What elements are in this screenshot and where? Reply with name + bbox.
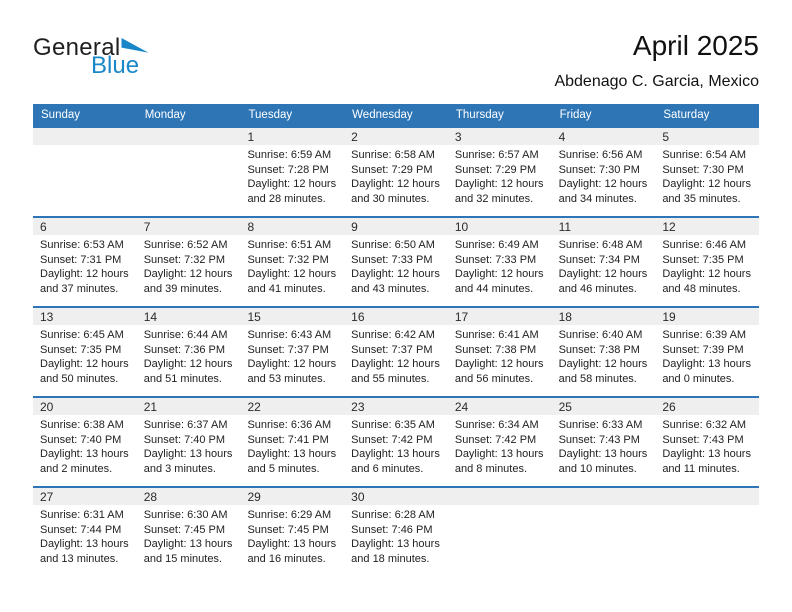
calendar-grid [33, 126, 759, 576]
day-sunrise: Sunrise: 6:38 AM [40, 419, 124, 431]
day-details [448, 505, 552, 508]
day-details [655, 145, 759, 206]
day-details [655, 415, 759, 476]
day-daylight-line1: Daylight: 12 hours [454, 268, 544, 281]
day-sunset: Sunset: 7:46 PM [351, 523, 433, 536]
day-cell [344, 218, 448, 306]
day-daylight-line1: Daylight: 12 hours [247, 268, 337, 281]
day-daylight-line1: Daylight: 13 hours [247, 448, 337, 461]
day-sunrise: Sunrise: 6:43 AM [247, 329, 332, 341]
day-sunrise: Sunrise: 6:39 AM [662, 329, 747, 341]
day-cell [33, 488, 137, 576]
day-number: 25 [552, 398, 656, 415]
day-sunset: Sunset: 7:29 PM [454, 163, 537, 176]
day-daylight-line1: Daylight: 12 hours [662, 178, 751, 191]
day-daylight-line2: and 2 minutes. [40, 462, 113, 475]
day-daylight-line2: and 50 minutes. [40, 372, 119, 385]
day-number: 26 [655, 398, 759, 415]
day-details [344, 505, 448, 566]
day-daylight-line2: and 58 minutes. [558, 372, 637, 385]
day-details [448, 325, 552, 386]
day-daylight-line1: Daylight: 13 hours [662, 358, 751, 371]
day-cell [344, 488, 448, 576]
day-sunrise: Sunrise: 6:50 AM [351, 239, 435, 251]
day-daylight-line2: and 39 minutes. [143, 282, 222, 295]
day-sunrise: Sunrise: 6:57 AM [454, 149, 539, 161]
day-cell [137, 218, 241, 306]
day-details [448, 235, 552, 296]
day-daylight-line2: and 8 minutes. [454, 462, 528, 475]
day-cell [137, 488, 241, 576]
day-sunset: Sunset: 7:34 PM [558, 253, 640, 266]
day-number: 4 [552, 128, 656, 145]
day-details [655, 505, 759, 508]
day-cell [344, 128, 448, 216]
day-number [137, 128, 241, 145]
day-number: 21 [137, 398, 241, 415]
day-number: 11 [552, 218, 656, 235]
day-daylight-line1: Daylight: 13 hours [40, 538, 129, 551]
day-cell-empty [137, 128, 241, 216]
day-cell [137, 308, 241, 396]
day-cell [448, 308, 552, 396]
day-number: 28 [137, 488, 241, 505]
day-number: 6 [33, 218, 137, 235]
day-daylight-line2: and 15 minutes. [143, 552, 222, 565]
day-sunrise: Sunrise: 6:31 AM [40, 509, 124, 521]
day-daylight-line2: and 32 minutes. [454, 192, 534, 205]
day-cell [655, 308, 759, 396]
day-sunset: Sunset: 7:33 PM [454, 253, 537, 266]
day-daylight-line1: Daylight: 13 hours [143, 448, 233, 461]
day-sunrise: Sunrise: 6:29 AM [247, 509, 332, 521]
day-sunset: Sunset: 7:36 PM [143, 343, 226, 356]
day-cell [552, 218, 656, 306]
day-details [33, 415, 137, 476]
day-number: 8 [240, 218, 344, 235]
day-sunset: Sunset: 7:45 PM [247, 523, 329, 536]
day-daylight-line2: and 56 minutes. [454, 372, 534, 385]
day-sunrise: Sunrise: 6:41 AM [454, 329, 539, 341]
day-daylight-line2: and 48 minutes. [662, 282, 741, 295]
day-cell [552, 308, 656, 396]
location-subtitle: Abdenago C. Garcia, Mexico [554, 73, 759, 90]
day-daylight-line2: and 53 minutes. [247, 372, 326, 385]
day-daylight-line1: Daylight: 13 hours [143, 538, 233, 551]
day-daylight-line2: and 16 minutes. [247, 552, 326, 565]
day-cell [240, 218, 344, 306]
week-row [33, 126, 759, 216]
day-cell [655, 128, 759, 216]
day-daylight-line1: Daylight: 12 hours [454, 178, 544, 191]
day-details [552, 415, 656, 476]
day-daylight-line2: and 51 minutes. [143, 372, 222, 385]
day-sunrise: Sunrise: 6:42 AM [351, 329, 435, 341]
day-sunset: Sunset: 7:30 PM [558, 163, 640, 176]
day-sunset: Sunset: 7:43 PM [662, 433, 744, 446]
day-sunrise: Sunrise: 6:58 AM [351, 149, 435, 161]
day-number [448, 488, 552, 505]
day-daylight-line1: Daylight: 12 hours [40, 268, 129, 281]
day-number: 12 [655, 218, 759, 235]
day-sunrise: Sunrise: 6:44 AM [143, 329, 228, 341]
day-number [552, 488, 656, 505]
day-number: 27 [33, 488, 137, 505]
day-sunset: Sunset: 7:41 PM [247, 433, 329, 446]
weekday-header-cell: Thursday [455, 109, 504, 121]
day-number: 22 [240, 398, 344, 415]
day-sunset: Sunset: 7:39 PM [662, 343, 744, 356]
day-details [240, 325, 344, 386]
day-number: 7 [137, 218, 241, 235]
day-daylight-line1: Daylight: 12 hours [558, 358, 648, 371]
day-cell [655, 398, 759, 486]
day-daylight-line2: and 6 minutes. [351, 462, 424, 475]
day-daylight-line2: and 41 minutes. [247, 282, 326, 295]
day-sunset: Sunset: 7:40 PM [143, 433, 226, 446]
day-daylight-line2: and 10 minutes. [558, 462, 637, 475]
day-details [137, 415, 241, 476]
day-number: 19 [655, 308, 759, 325]
day-sunset: Sunset: 7:32 PM [247, 253, 329, 266]
day-sunrise: Sunrise: 6:33 AM [558, 419, 643, 431]
day-number [655, 488, 759, 505]
day-sunrise: Sunrise: 6:56 AM [558, 149, 643, 161]
day-details [344, 415, 448, 476]
weekday-header-cell: Monday [144, 109, 186, 121]
day-details [552, 145, 656, 206]
general-blue-logo [33, 36, 148, 78]
day-sunrise: Sunrise: 6:46 AM [662, 239, 747, 251]
day-sunrise: Sunrise: 6:37 AM [143, 419, 228, 431]
day-cell-empty [655, 488, 759, 576]
day-number: 30 [344, 488, 448, 505]
day-number: 20 [33, 398, 137, 415]
header-titles [554, 30, 759, 91]
day-cell [240, 308, 344, 396]
day-sunset: Sunset: 7:37 PM [351, 343, 433, 356]
day-number: 9 [344, 218, 448, 235]
day-sunrise: Sunrise: 6:45 AM [40, 329, 124, 341]
week-row [33, 306, 759, 396]
day-daylight-line1: Daylight: 13 hours [558, 448, 648, 461]
day-cell-empty [552, 488, 656, 576]
day-sunset: Sunset: 7:31 PM [40, 253, 122, 266]
day-sunrise: Sunrise: 6:35 AM [351, 419, 435, 431]
day-sunset: Sunset: 7:38 PM [558, 343, 640, 356]
day-cell [33, 398, 137, 486]
day-daylight-line1: Daylight: 13 hours [351, 448, 440, 461]
day-details [344, 145, 448, 206]
day-daylight-line1: Daylight: 13 hours [454, 448, 544, 461]
day-number: 18 [552, 308, 656, 325]
logo-general-text: General [33, 34, 121, 61]
day-daylight-line1: Daylight: 12 hours [351, 178, 440, 191]
day-sunrise: Sunrise: 6:53 AM [40, 239, 124, 251]
day-daylight-line1: Daylight: 13 hours [351, 538, 440, 551]
day-daylight-line1: Daylight: 12 hours [558, 178, 648, 191]
week-row [33, 396, 759, 486]
day-sunset: Sunset: 7:33 PM [351, 253, 433, 266]
day-number: 17 [448, 308, 552, 325]
day-daylight-line2: and 35 minutes. [662, 192, 741, 205]
day-daylight-line2: and 46 minutes. [558, 282, 637, 295]
day-sunrise: Sunrise: 6:59 AM [247, 149, 332, 161]
day-sunset: Sunset: 7:42 PM [351, 433, 433, 446]
day-details [655, 325, 759, 386]
day-details [552, 325, 656, 386]
day-daylight-line2: and 18 minutes. [351, 552, 430, 565]
day-details [33, 235, 137, 296]
day-daylight-line2: and 0 minutes. [662, 372, 735, 385]
day-details [240, 505, 344, 566]
day-daylight-line1: Daylight: 12 hours [454, 358, 544, 371]
day-daylight-line1: Daylight: 12 hours [40, 358, 129, 371]
day-details [344, 235, 448, 296]
day-cell [552, 398, 656, 486]
day-details [137, 325, 241, 386]
day-cell [448, 398, 552, 486]
month-year-title: April 2025 [632, 30, 759, 61]
day-cell [448, 218, 552, 306]
day-details [33, 505, 137, 566]
day-daylight-line2: and 30 minutes. [351, 192, 430, 205]
day-sunrise: Sunrise: 6:32 AM [662, 419, 747, 431]
day-daylight-line2: and 44 minutes. [454, 282, 534, 295]
day-number: 29 [240, 488, 344, 505]
day-details [448, 415, 552, 476]
calendar-table [33, 104, 759, 576]
day-cell [33, 308, 137, 396]
day-sunrise: Sunrise: 6:51 AM [247, 239, 332, 251]
day-sunset: Sunset: 7:29 PM [351, 163, 433, 176]
day-cell-empty [33, 128, 137, 216]
day-details [137, 235, 241, 296]
day-sunrise: Sunrise: 6:54 AM [662, 149, 747, 161]
day-details [552, 235, 656, 296]
logo-blue-text: Blue [91, 52, 140, 79]
day-sunset: Sunset: 7:35 PM [40, 343, 122, 356]
day-daylight-line1: Daylight: 13 hours [40, 448, 129, 461]
day-number: 3 [448, 128, 552, 145]
day-cell-empty [448, 488, 552, 576]
week-row [33, 216, 759, 306]
day-daylight-line1: Daylight: 13 hours [247, 538, 337, 551]
day-daylight-line2: and 5 minutes. [247, 462, 320, 475]
weekday-header-cell: Sunday [41, 109, 81, 121]
day-cell [655, 218, 759, 306]
day-number: 16 [344, 308, 448, 325]
day-sunset: Sunset: 7:37 PM [247, 343, 329, 356]
day-daylight-line1: Daylight: 12 hours [247, 358, 337, 371]
day-sunrise: Sunrise: 6:30 AM [143, 509, 228, 521]
day-details [137, 505, 241, 566]
day-cell [33, 218, 137, 306]
day-daylight-line2: and 28 minutes. [247, 192, 326, 205]
day-number: 13 [33, 308, 137, 325]
week-row [33, 486, 759, 576]
day-details [240, 145, 344, 206]
day-number: 23 [344, 398, 448, 415]
day-sunrise: Sunrise: 6:40 AM [558, 329, 643, 341]
day-number: 24 [448, 398, 552, 415]
day-details [448, 145, 552, 206]
day-details [655, 235, 759, 296]
day-sunset: Sunset: 7:38 PM [454, 343, 537, 356]
day-daylight-line1: Daylight: 13 hours [662, 448, 751, 461]
day-details [552, 505, 656, 508]
day-sunset: Sunset: 7:28 PM [247, 163, 329, 176]
day-daylight-line1: Daylight: 12 hours [351, 358, 440, 371]
weekday-header-row [33, 104, 759, 126]
day-daylight-line2: and 43 minutes. [351, 282, 430, 295]
day-daylight-line1: Daylight: 12 hours [247, 178, 337, 191]
day-daylight-line1: Daylight: 12 hours [662, 268, 751, 281]
day-sunset: Sunset: 7:43 PM [558, 433, 640, 446]
day-cell [240, 398, 344, 486]
day-cell [240, 128, 344, 216]
day-number: 2 [344, 128, 448, 145]
day-cell [137, 398, 241, 486]
day-sunset: Sunset: 7:40 PM [40, 433, 122, 446]
day-cell [448, 128, 552, 216]
day-sunrise: Sunrise: 6:34 AM [454, 419, 539, 431]
day-details [344, 325, 448, 386]
day-sunrise: Sunrise: 6:52 AM [143, 239, 228, 251]
weekday-header-cell: Tuesday [248, 109, 293, 121]
day-number: 5 [655, 128, 759, 145]
day-daylight-line2: and 11 minutes. [662, 462, 740, 475]
day-daylight-line2: and 55 minutes. [351, 372, 430, 385]
day-sunrise: Sunrise: 6:48 AM [558, 239, 643, 251]
day-sunrise: Sunrise: 6:28 AM [351, 509, 435, 521]
day-details [33, 325, 137, 386]
day-sunset: Sunset: 7:45 PM [143, 523, 226, 536]
day-daylight-line1: Daylight: 12 hours [143, 358, 233, 371]
day-cell [552, 128, 656, 216]
day-sunset: Sunset: 7:35 PM [662, 253, 744, 266]
day-sunset: Sunset: 7:32 PM [143, 253, 226, 266]
day-daylight-line2: and 13 minutes. [40, 552, 119, 565]
day-daylight-line2: and 34 minutes. [558, 192, 637, 205]
day-daylight-line1: Daylight: 12 hours [351, 268, 440, 281]
weekday-header-cell: Wednesday [352, 109, 413, 121]
day-sunrise: Sunrise: 6:36 AM [247, 419, 332, 431]
day-cell [344, 308, 448, 396]
day-sunset: Sunset: 7:42 PM [454, 433, 537, 446]
weekday-header-cell: Saturday [663, 109, 710, 121]
day-number: 15 [240, 308, 344, 325]
weekday-header-cell: Friday [559, 109, 592, 121]
day-details [33, 145, 137, 148]
day-number: 1 [240, 128, 344, 145]
day-number [33, 128, 137, 145]
day-sunset: Sunset: 7:44 PM [40, 523, 122, 536]
day-sunrise: Sunrise: 6:49 AM [454, 239, 539, 251]
day-daylight-line1: Daylight: 12 hours [558, 268, 648, 281]
day-number: 10 [448, 218, 552, 235]
day-daylight-line2: and 37 minutes. [40, 282, 119, 295]
day-details [240, 415, 344, 476]
day-sunset: Sunset: 7:30 PM [662, 163, 744, 176]
day-details [240, 235, 344, 296]
day-daylight-line2: and 3 minutes. [143, 462, 216, 475]
day-details [137, 145, 241, 148]
day-daylight-line1: Daylight: 12 hours [143, 268, 233, 281]
day-cell [344, 398, 448, 486]
day-cell [240, 488, 344, 576]
day-number: 14 [137, 308, 241, 325]
